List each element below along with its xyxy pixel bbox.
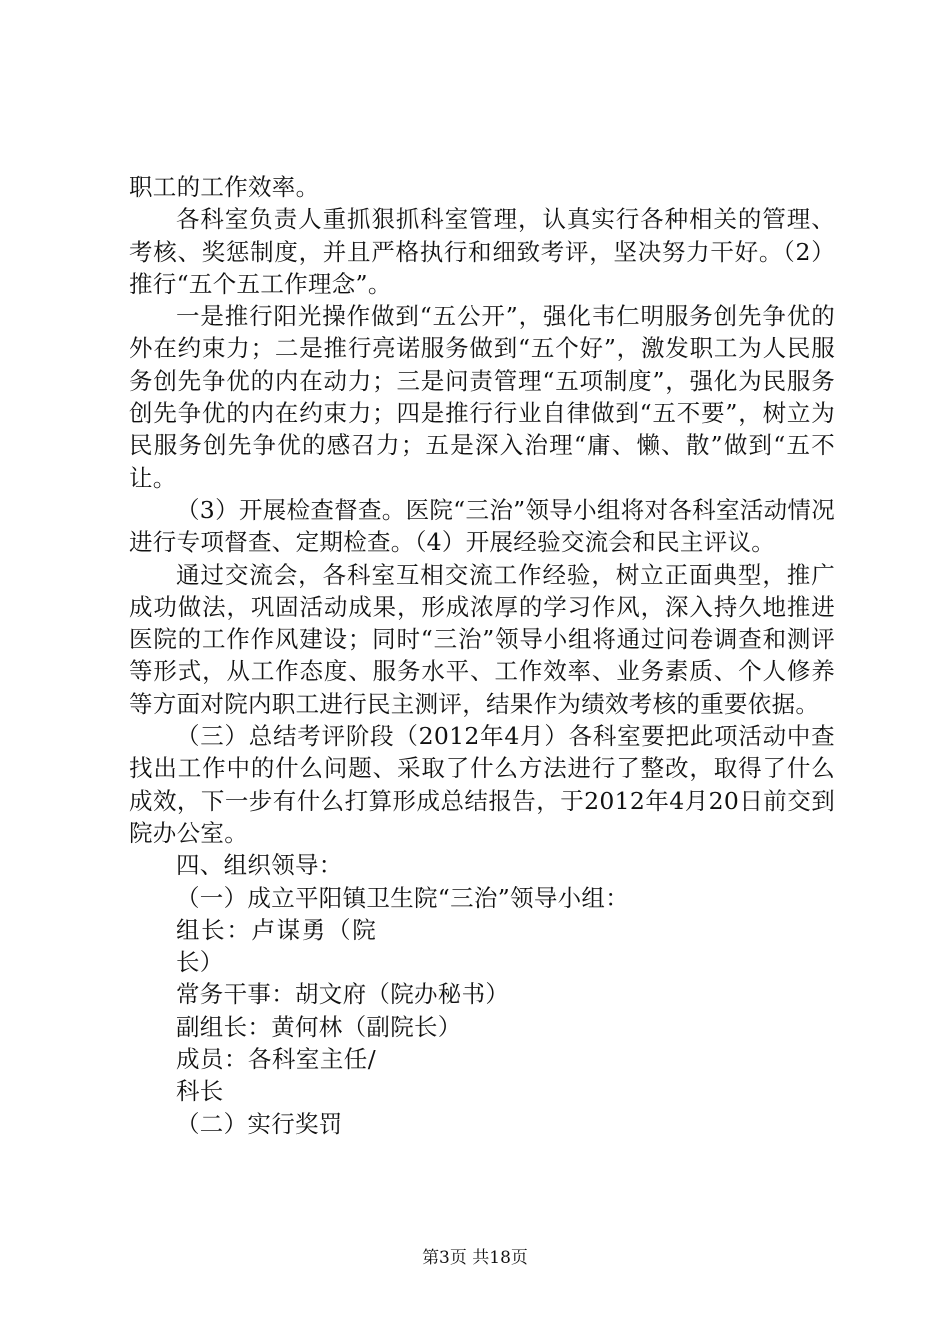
section-heading: 四、组织领导： — [176, 851, 343, 880]
rewards-heading: （二）实行奖罚 — [176, 1109, 343, 1138]
body-text — [129, 171, 835, 1140]
paragraph-4: （3）开展检查督查。医院“三治”领导小组将对各科室活动情况进行专项督查、定期检查。（4）开展经验交流会和民主评议。 — [129, 495, 835, 557]
members-line: 成员：各科室主任/科长 — [176, 1045, 376, 1106]
paragraph-3: 一是推行阳光操作做到“五公开”，强化韦仁明服务创先争优的外在约束力；二是推行亮诺服务做到“五个好”，激发职工为人民服务创先争优的内在动力；三是问责管理“五项制度”，强化为民服务创先争优的内在约束力；四是推行行业自律做到“五不要”，树立为民服务创先争优的感召力；五是深入治理“庸、懒、散”做到“五不让。 — [129, 302, 835, 492]
leader-line: 组长：卢谋勇（院长） — [176, 915, 376, 977]
secretary-line: 常务干事：胡文府（院办秘书） — [176, 980, 510, 1009]
paragraph-6: （三）总结考评阶段（2012年4月）各科室要把此项活动中查找出工作中的什么问题、采取了什么方法进行了整改，取得了什么成效，下一步有什么打算形成总结报告，于2012年4月20日前交到院办公室。 — [129, 722, 835, 847]
paragraph-2: 各科室负责人重抓狠抓科室管理，认真实行各种相关的管理、考核、奖惩制度，并且严格执行和细致考评，坚决努力干好。（2）推行“五个五工作理念”。 — [129, 205, 835, 298]
deputy-leader-line: 副组长：黄何林（副院长） — [176, 1012, 462, 1041]
subsection-heading: （一）成立平阳镇卫生院“三治”领导小组： — [176, 883, 630, 912]
paragraph-1: 职工的工作效率。 — [129, 173, 320, 201]
page-footer: 第3页 共18页 — [422, 1248, 528, 1268]
paragraph-5: 通过交流会，各科室互相交流工作经验，树立正面典型，推广成功做法，巩固活动成果，形成浓厚的学习作风，深入持久地推进医院的工作作风建设；同时“三治”领导小组将通过问卷调查和测评等形式，从工作态度、服务水平、工作效率、业务素质、个人修养等方面对院内职工进行民主测评，结果作为绩效考核的重要依据。 — [129, 560, 835, 718]
